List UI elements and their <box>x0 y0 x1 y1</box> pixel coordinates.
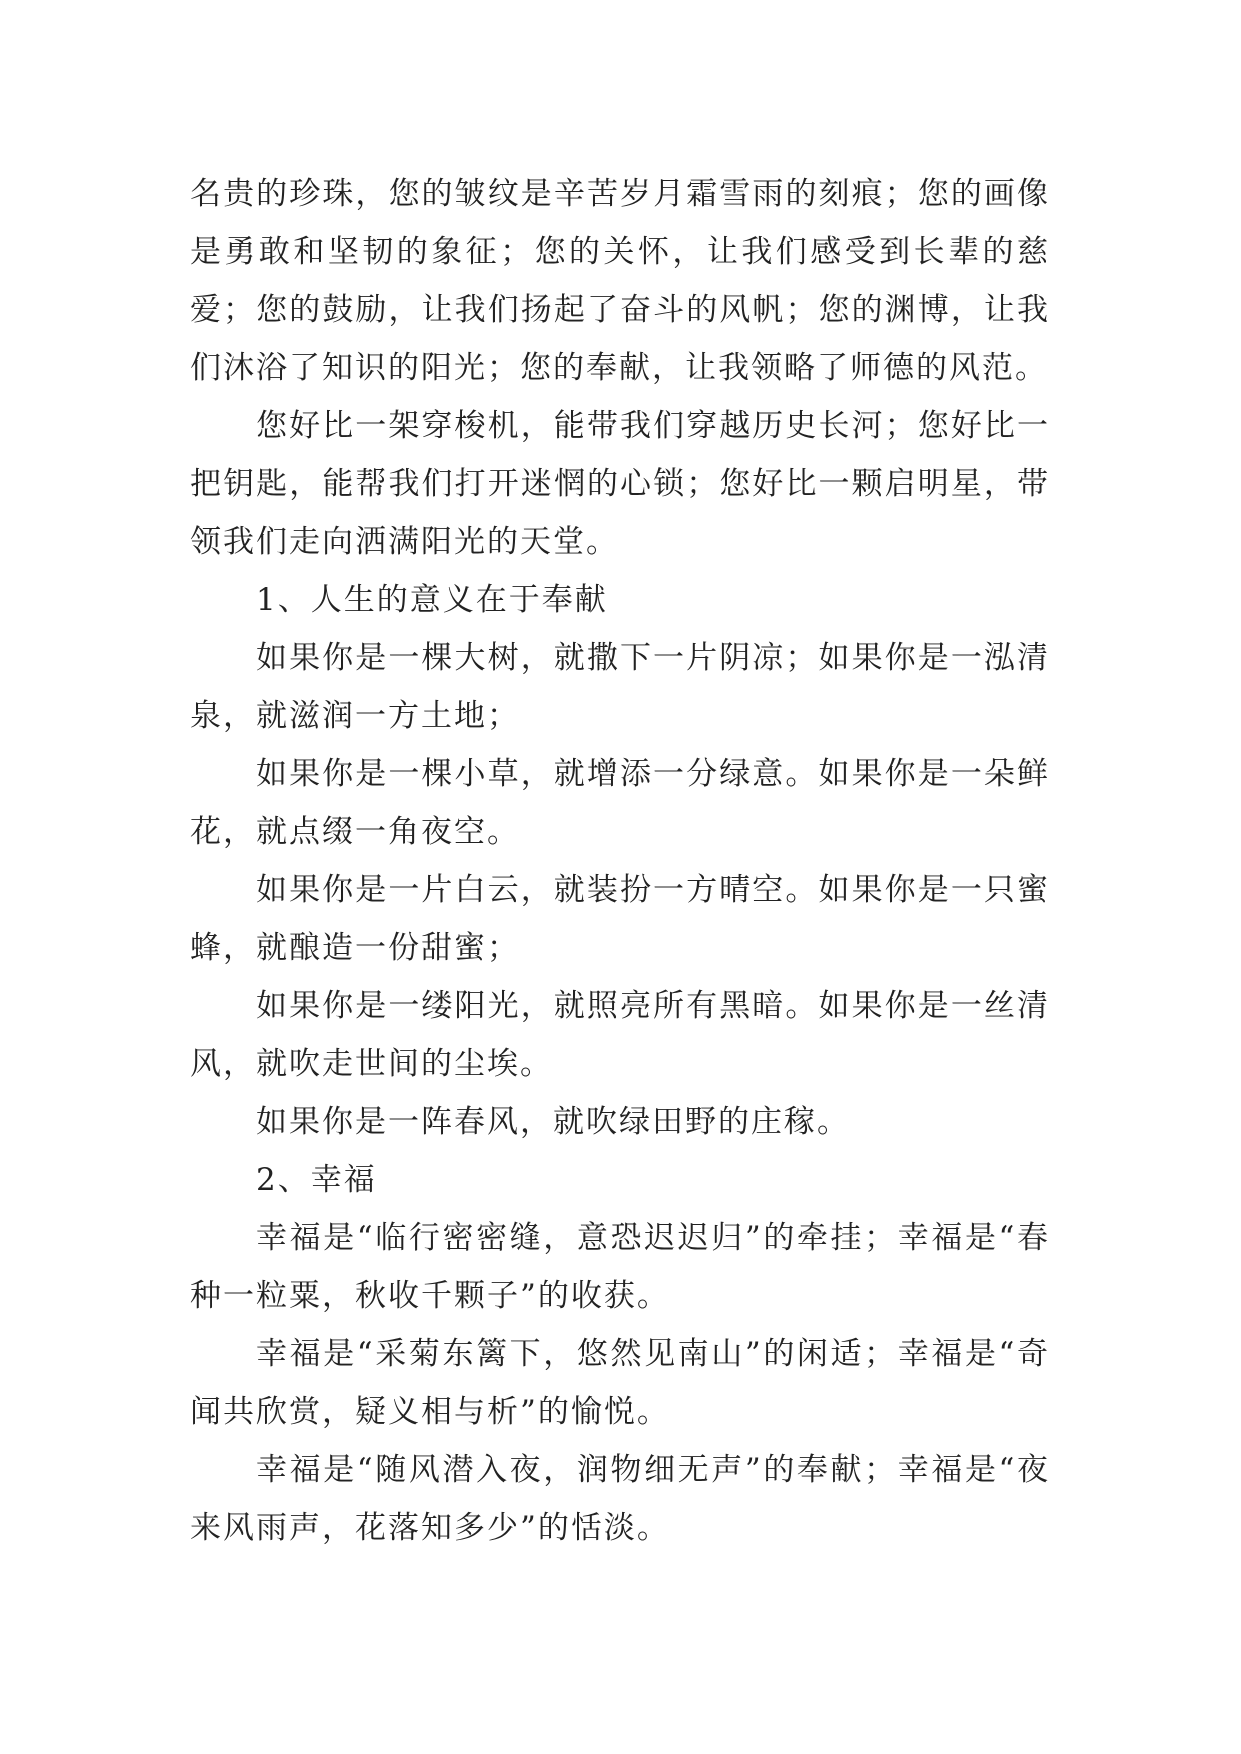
paragraph-happiness-3: 幸福是“随风潜入夜，润物细无声”的奉献；幸福是“夜来风雨声，花落知多少”的恬淡。 <box>190 1452 1050 1546</box>
paragraph-sunlight: 如果你是一缕阳光，就照亮所有黑暗。如果你是一丝清风，就吹走世间的尘埃。 <box>190 988 1050 1082</box>
paragraph-white-cloud: 如果你是一片白云，就装扮一方晴空。如果你是一只蜜蜂，就酿造一份甜蜜； <box>190 872 1050 966</box>
paragraph-happiness-2: 幸福是“采菊东篱下，悠然见南山”的闲适；幸福是“奇闻共欣赏，疑义相与析”的愉悦。 <box>190 1336 1050 1430</box>
section-heading-dedication: 1、人生的意义在于奉献 <box>256 582 608 618</box>
paragraph-small-grass: 如果你是一棵小草，就增添一分绿意。如果你是一朵鲜花，就点缀一角夜空。 <box>190 756 1050 850</box>
paragraph-intro-continuation: 名贵的珍珠，您的皱纹是辛苦岁月霜雪雨的刻痕；您的画像是勇敢和坚韧的象征；您的关怀，让我们感受到长辈的慈爱；您的鼓励，让我们扬起了奋斗的风帆；您的渊博，让我们沐浴了知识的阳光；您的奉献，让我领略了师德的风范。 <box>190 176 1050 386</box>
paragraph-happiness-1: 幸福是“临行密密缝，意恐迟迟归”的牵挂；幸福是“春种一粒粟，秋收千颗子”的收获。 <box>190 1220 1050 1314</box>
paragraph-shuttle-metaphor: 您好比一架穿梭机，能带我们穿越历史长河；您好比一把钥匙，能帮我们打开迷惘的心锁；您好比一颗启明星，带领我们走向洒满阳光的天堂。 <box>190 408 1050 560</box>
paragraph-big-tree: 如果你是一棵大树，就撒下一片阴凉；如果你是一泓清泉，就滋润一方土地； <box>190 640 1050 734</box>
document-body <box>190 165 1050 1557</box>
section-heading-happiness: 2、幸福 <box>256 1162 377 1198</box>
paragraph-spring-wind: 如果你是一阵春风，就吹绿田野的庄稼。 <box>256 1104 850 1140</box>
